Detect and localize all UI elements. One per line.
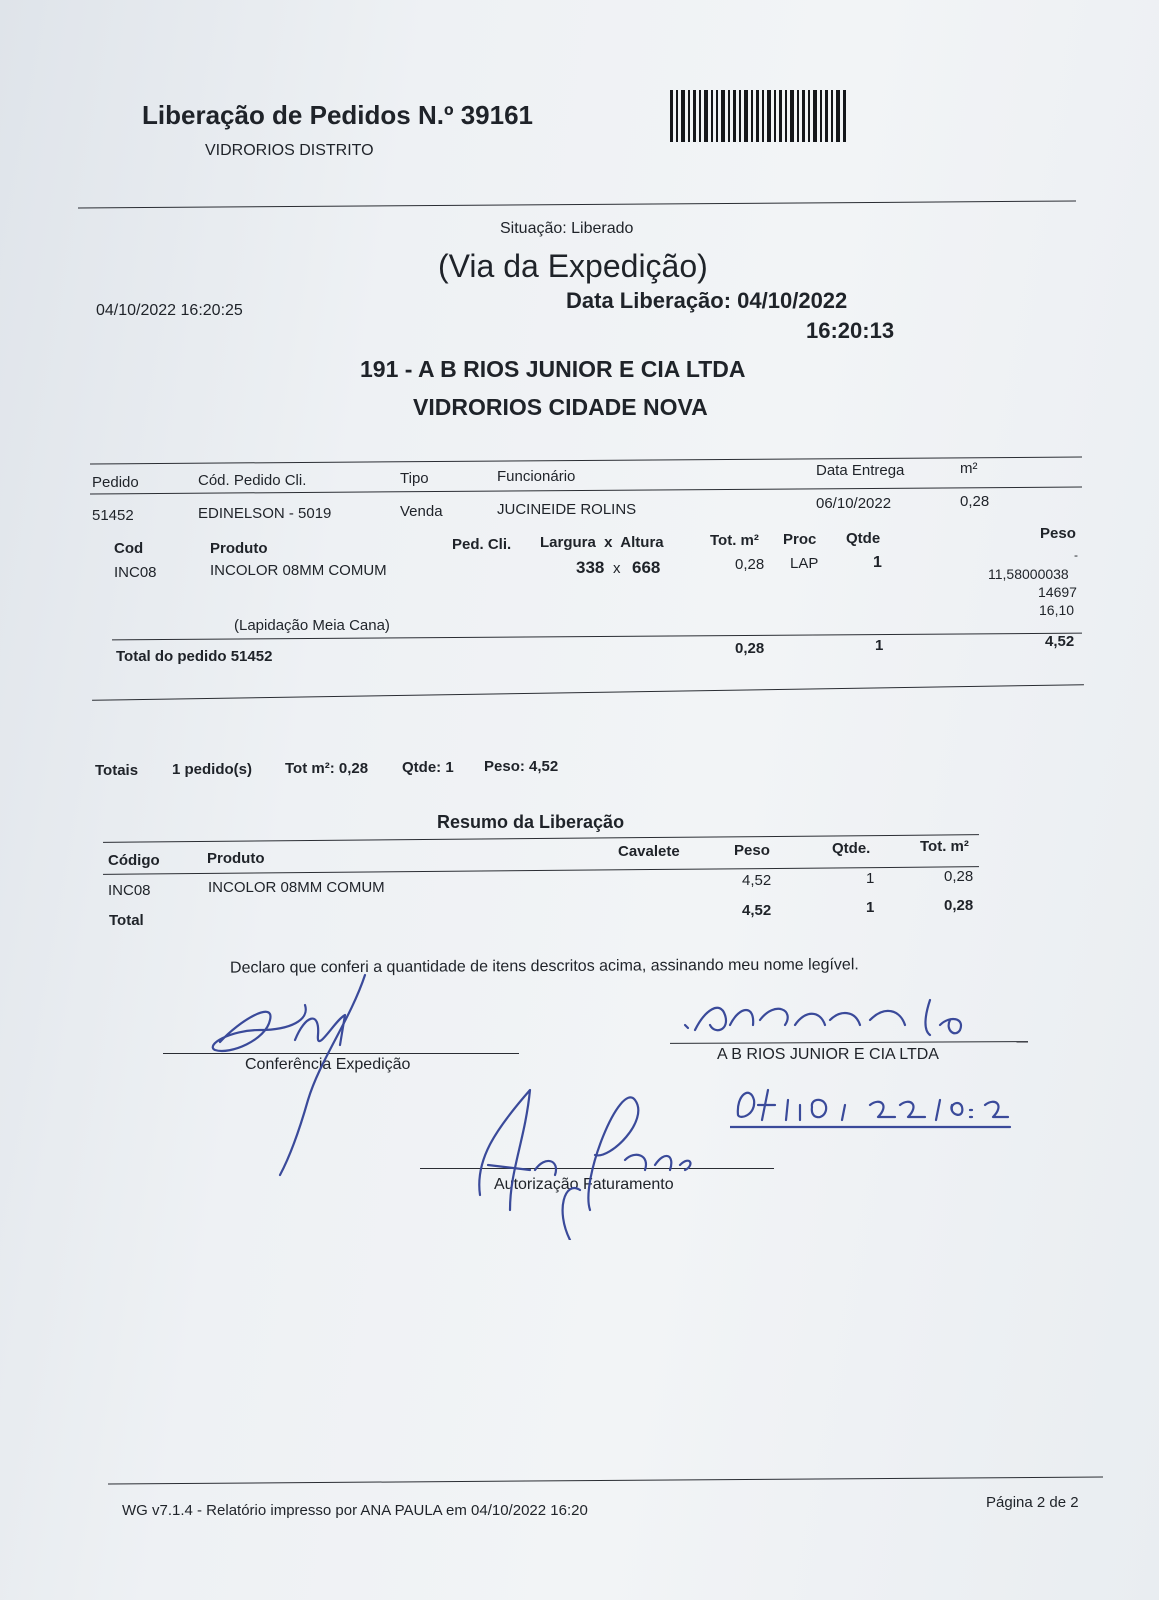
- summary-row-code: INC08: [108, 882, 151, 899]
- col-header-tipo: Tipo: [400, 470, 429, 487]
- item-qtde: 1: [873, 554, 882, 571]
- summary-total-qtde: 1: [866, 899, 875, 916]
- client-store: VIDRORIOS CIDADE NOVA: [413, 394, 708, 420]
- item-code: INC08: [114, 564, 157, 581]
- summary-col-tot-m2: Tot. m²: [920, 838, 969, 855]
- item-process-description: (Lapidação Meia Cana): [234, 617, 390, 634]
- handwritten-date: [730, 1075, 1020, 1135]
- summary-row-peso: 4,52: [742, 872, 772, 889]
- summary-col-codigo: Código: [108, 852, 160, 869]
- order-type: Venda: [400, 503, 443, 520]
- col-header-data-entrega: Data Entrega: [816, 462, 905, 479]
- item-tot-m2: 0,28: [735, 556, 765, 573]
- release-date: Data Liberação: 04/10/2022: [566, 288, 848, 313]
- summary-row-product: INCOLOR 08MM COMUM: [208, 879, 385, 896]
- handwritten-signature-autorizacao: [470, 1070, 700, 1240]
- summary-title: Resumo da Liberação: [437, 812, 625, 832]
- client-order-code: EDINELSON - 5019: [198, 505, 332, 522]
- summary-row-qtde: 1: [866, 870, 875, 887]
- delivery-date: 06/10/2022: [816, 495, 892, 512]
- totals-orders: 1 pedido(s): [172, 761, 253, 778]
- col-header-peso: Peso: [1040, 525, 1076, 542]
- summary-col-cavalete: Cavalete: [618, 843, 680, 860]
- summary-col-produto: Produto: [207, 850, 265, 867]
- barcode-icon: [670, 90, 846, 142]
- divider: [92, 684, 1084, 701]
- item-peso-dash: -: [1074, 548, 1078, 562]
- col-header-pedido: Pedido: [92, 474, 139, 491]
- order-m2: 0,28: [960, 493, 990, 510]
- footer-printed-by: WG v7.1.4 - Relatório impresso por ANA PAULA em 04/10/2022 16:20: [122, 1502, 588, 1519]
- totals-m2: Tot m²: 0,28: [285, 760, 369, 777]
- order-number: 51452: [92, 507, 134, 524]
- copy-type-title: (Via da Expedição): [438, 248, 708, 284]
- col-header-proc: Proc: [783, 531, 817, 548]
- divider: [103, 866, 979, 875]
- item-width: 338: [576, 558, 605, 577]
- document-title: Liberação de Pedidos N.º 39161: [142, 100, 533, 130]
- summary-col-peso: Peso: [734, 842, 770, 859]
- order-total-label: Total do pedido 51452: [116, 648, 273, 665]
- col-header-cod: Cod: [114, 540, 144, 557]
- company-name: VIDRORIOS DISTRITO: [205, 142, 374, 159]
- order-total-peso: 4,52: [1045, 633, 1075, 650]
- status-text: Situação: Liberado: [500, 220, 634, 237]
- col-header-ped-cli: Ped. Cli.: [452, 536, 512, 553]
- signature-label-autorizacao: Autorização Faturamento: [494, 1176, 674, 1193]
- handwritten-signature-client: [675, 990, 985, 1050]
- release-time: 16:20:13: [806, 318, 895, 343]
- page-number: Página 2 de 2: [986, 1494, 1079, 1511]
- divider: [108, 1477, 1103, 1485]
- col-header-m2: m²: [960, 460, 978, 477]
- print-datetime: 04/10/2022 16:20:25: [96, 302, 243, 319]
- summary-col-qtde: Qtde.: [832, 840, 871, 857]
- summary-total-peso: 4,52: [742, 902, 772, 919]
- signature-label-client: A B RIOS JUNIOR E CIA LTDA: [717, 1046, 939, 1063]
- col-header-cod-pedido-cli: Cód. Pedido Cli.: [198, 472, 307, 489]
- item-peso-value: 11,58000038: [988, 566, 1069, 582]
- totals-qtde: Qtde: 1: [402, 759, 454, 776]
- col-header-funcionario: Funcionário: [497, 468, 576, 485]
- signature-label-conferencia: Conferência Expedição: [245, 1056, 411, 1073]
- employee-name: JUCINEIDE ROLINS: [497, 501, 637, 518]
- handwritten-signature-conferencia: [200, 960, 380, 1180]
- item-height: 668: [632, 558, 661, 577]
- order-total-qtde: 1: [875, 637, 884, 654]
- totals-peso: Peso: 4,52: [484, 758, 559, 775]
- summary-row-tot-m2: 0,28: [944, 868, 974, 885]
- declaration-text: Declaro que conferi a quantidade de itens descritos acima, assinando meu nome legível.: [229, 956, 859, 977]
- col-header-largura-altura: Largura x Altura: [540, 534, 664, 551]
- col-header-qtde: Qtde: [846, 530, 881, 547]
- item-product: INCOLOR 08MM COMUM: [210, 562, 387, 579]
- item-proc: LAP: [790, 555, 819, 572]
- col-header-tot-m2: Tot. m²: [710, 532, 759, 549]
- divider: [78, 201, 1076, 209]
- col-header-produto: Produto: [210, 540, 268, 557]
- item-peso-extra: 16,10: [1039, 602, 1075, 618]
- totals-label: Totais: [95, 762, 139, 779]
- order-total-m2: 0,28: [735, 640, 765, 657]
- divider: [90, 457, 1082, 465]
- item-dimension-separator: x: [613, 560, 621, 577]
- summary-total-tot-m2: 0,28: [944, 897, 974, 914]
- item-peso-code: 14697: [1038, 584, 1077, 600]
- client-name: 191 - A B RIOS JUNIOR E CIA LTDA: [360, 356, 746, 382]
- summary-total-label: Total: [109, 912, 144, 929]
